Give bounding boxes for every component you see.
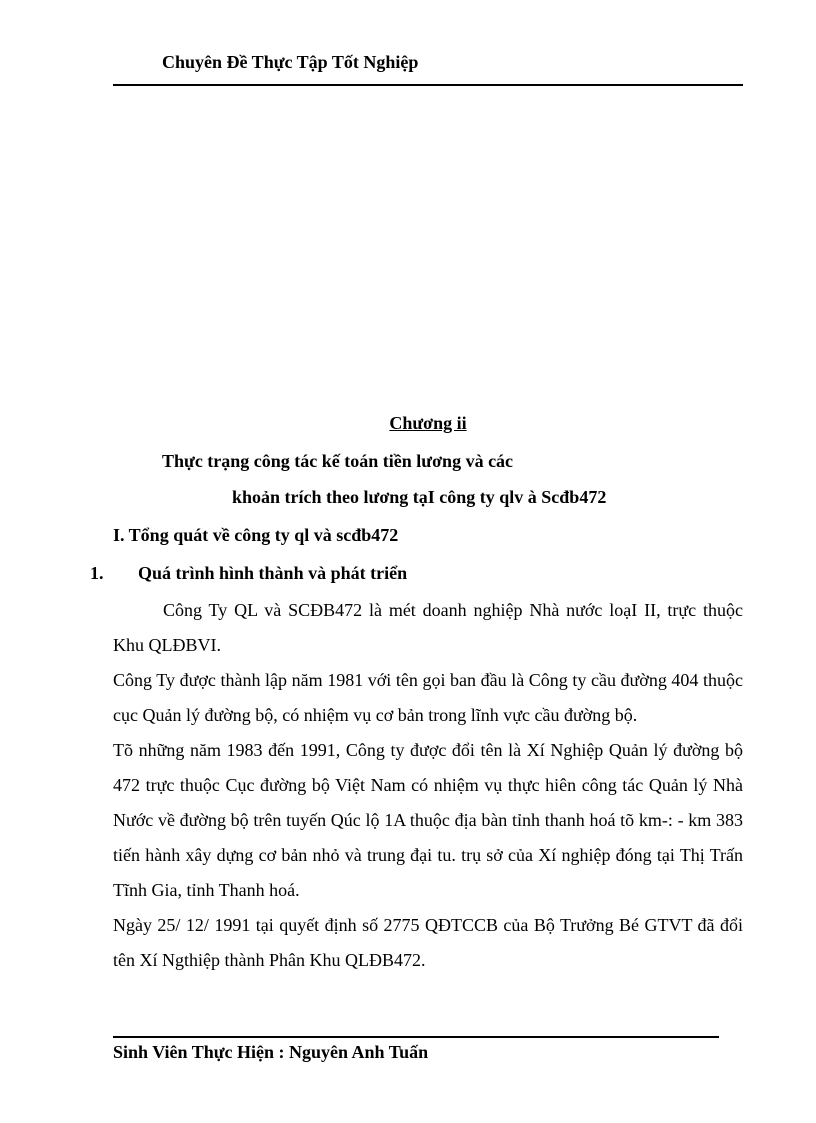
- paragraph-2: Công Ty được thành lập năm 1981 với tên gọi ban đầu là Công ty cầu đường 404 thuộc cục Quản lý đường bộ, có nhiệm vụ cơ bản trong lĩnh vực cầu đường bộ.: [113, 670, 743, 725]
- chapter-title-line-1: Thực trạng công tác kế toán tiền lương và các: [162, 451, 514, 471]
- footer-author: Sinh Viên Thực Hiện : Nguyên Anh Tuấn: [113, 1042, 429, 1062]
- subsection-number: 1.: [90, 563, 104, 583]
- paragraph-4: Ngày 25/ 12/ 1991 tại quyết định số 2775 QĐTCCB của Bộ Trưởng Bé GTVT đã đổi tên Xí Ngthiệp thành Phân Khu QLĐB472.: [113, 915, 743, 970]
- page-header-title: Chuyên Đề Thực Tập Tốt Nghiệp: [162, 52, 419, 72]
- paragraph-1: Công Ty QL và SCĐB472 là mét doanh nghiệp Nhà nước loạI II, trực thuộc Khu QLĐBVI.: [113, 600, 743, 655]
- subsection-title: Quá trình hình thành và phát triển: [138, 563, 408, 583]
- paragraph-3: Tõ những năm 1983 đến 1991, Công ty được đổi tên là Xí Nghiệp Quản lý đường bộ 472 trực thuộc Cục đường bộ Việt Nam có nhiệm vụ thực hiên công tác Quản lý Nhà Nước về đường bộ trên tuyến Qúc lộ 1A thuộc địa bàn tỉnh thanh hoá tõ km-: - km 383 tiến hành xây dựng cơ bản nhỏ và trung đại tu. trụ sở của Xí nghiệp đóng tại Thị Trấn Tĩnh Gia, tỉnh Thanh hoá.: [113, 740, 743, 900]
- footer-divider: [113, 1036, 719, 1038]
- chapter-title-line-2: khoản trích theo lương tạI công ty qlv à Scđb472: [232, 487, 607, 507]
- header-divider: [113, 84, 743, 86]
- section-heading: I. Tổng quát về công ty ql và scđb472: [113, 525, 399, 545]
- chapter-label: Chương ii: [389, 413, 467, 433]
